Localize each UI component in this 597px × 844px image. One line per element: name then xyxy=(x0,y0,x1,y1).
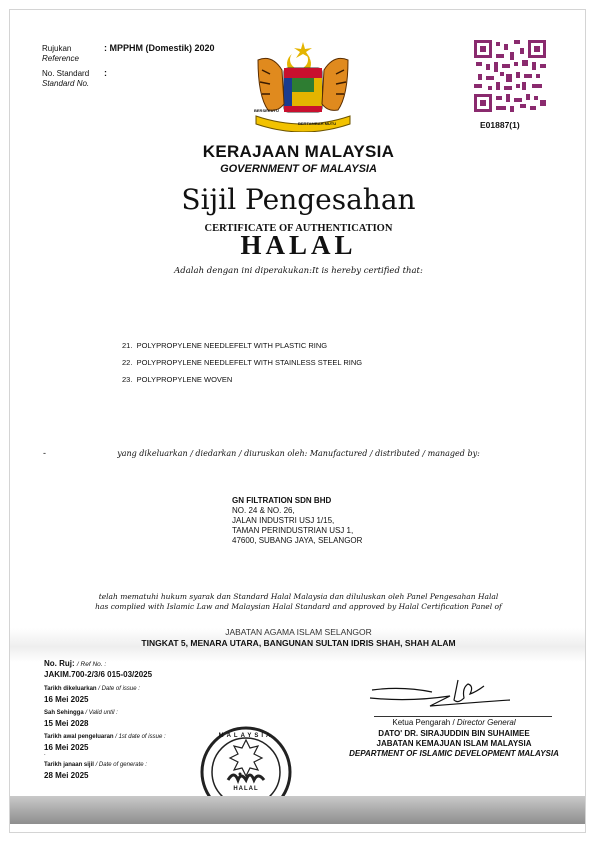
valid-value: 15 Mei 2028 xyxy=(44,718,89,728)
signatory-dept-en: DEPARTMENT OF ISLAMIC DEVELOPMENT MALAYSIA xyxy=(349,749,559,758)
certified-ms: Adalah dengan ini diperakukan: xyxy=(174,266,312,276)
manufacturer-address-line: NO. 24 & NO. 26, xyxy=(232,506,295,515)
certificate-title-en: CERTIFICATE OF AUTHENTICATION xyxy=(204,223,393,234)
footer-band xyxy=(10,796,585,824)
reference-value: MPPHM (Domestik) 2020 xyxy=(109,43,215,53)
valid-label: Sah Sehingga xyxy=(44,710,84,716)
product-list xyxy=(122,337,362,388)
signatory-title xyxy=(334,718,574,727)
reference-label-en: Reference xyxy=(42,54,79,63)
signatory-name: DATO' DR. SIRAJUDDIN BIN SUHAIMEE xyxy=(378,729,530,738)
manufacturer-intro-ms: yang dikeluarkan / diedarkan / diuruskan oleh: xyxy=(117,449,308,458)
issue-label-en: / Date of issue : xyxy=(98,686,140,692)
first-issue-label: Tarikh awal pengeluaran xyxy=(44,734,114,740)
ref-label-en: / Ref No. : xyxy=(76,661,107,668)
first-issue-label-en: / 1st date of issue : xyxy=(115,734,166,740)
reference-sep: : xyxy=(104,43,107,53)
first-issue-value: 16 Mei 2025 xyxy=(44,742,89,752)
compliance-text xyxy=(0,592,597,612)
issue-value: 16 Mei 2025 xyxy=(44,694,89,704)
manufacturer-block xyxy=(232,496,362,546)
generate-label-en: / Date of generate : xyxy=(95,762,147,768)
standard-label-en: Standard No. xyxy=(42,79,90,88)
signatory-block xyxy=(324,729,584,759)
standard-sep: : xyxy=(104,68,107,78)
compliance-en: has complied with Islamic Law and Malaysian Halal Standard and approved by Halal Certification Panel of xyxy=(95,602,502,611)
standard-label-block xyxy=(42,69,89,89)
government-title-ms: KERAJAAN MALAYSIA xyxy=(202,142,395,161)
certified-line xyxy=(0,266,597,276)
serial-number: E01887(1) xyxy=(480,120,520,130)
signatory-title-ms: Ketua Pengarah / xyxy=(392,718,455,727)
certificate-title-ms: Sijil Pengesahan xyxy=(181,183,416,216)
halal-title: HALAL xyxy=(240,230,357,260)
government-title-en: GOVERNMENT OF MALAYSIA xyxy=(220,163,377,175)
generate-label: Tarikh janaan sijil xyxy=(44,762,94,768)
manufacturer-address-line: JALAN INDUSTRI USJ 1/15, xyxy=(232,516,335,525)
manufacturer-dash: - xyxy=(43,448,46,458)
reference-label: Rujukan xyxy=(42,44,72,53)
manufacturer-name: GN FILTRATION SDN BHD xyxy=(232,496,332,505)
manufacturer-intro xyxy=(0,449,597,458)
issue-label: Tarikh dikeluarkan xyxy=(44,686,97,692)
valid-label-en: / Valid until : xyxy=(85,710,118,716)
reference-value-row xyxy=(104,43,215,53)
authority-name: JABATAN AGAMA ISLAM SELANGOR xyxy=(225,627,372,637)
compliance-ms: telah mematuhi hukum syarak dan Standard Halal Malaysia dan diluluskan oleh Panel Pengesahan Halal xyxy=(98,592,499,601)
manufacturer-address-line: TAMAN PERINDUSTRIAN USJ 1, xyxy=(232,526,354,535)
signatory-title-en: Director General xyxy=(456,718,516,727)
motto-left: BERSEKUTU xyxy=(254,108,279,113)
list-item: 21. POLYPROPYLENE NEEDLEFELT WITH PLASTIC RING xyxy=(122,341,328,350)
signature-line xyxy=(374,716,552,717)
list-item: 23. POLYPROPYLENE WOVEN xyxy=(122,375,233,384)
signature-icon xyxy=(368,676,518,716)
manufacturer-address-line: 47600, SUBANG JAYA, SELANGOR xyxy=(232,536,363,545)
list-item: 22. POLYPROPYLENE NEEDLEFELT WITH STAINLESS STEEL RING xyxy=(122,358,363,367)
halal-logo-center-text: HALAL xyxy=(233,786,259,792)
signatory-dept: JABATAN KEMAJUAN ISLAM MALAYSIA xyxy=(376,739,532,748)
ref-label: No. Ruj: xyxy=(44,659,75,668)
first-issue-dot: . xyxy=(44,751,46,757)
certified-en: It is hereby certified that: xyxy=(311,266,423,276)
halal-logo-ring-text: MALAYSIA xyxy=(218,733,274,739)
qr-code-icon xyxy=(474,40,546,112)
standard-label: No. Standard xyxy=(42,69,90,78)
authority-address: TINGKAT 5, MENARA UTARA, BANGUNAN SULTAN IDRIS SHAH, SHAH ALAM xyxy=(141,638,456,648)
reference-label-block xyxy=(42,44,79,64)
coat-of-arms-icon xyxy=(248,40,358,132)
motto-right: BERTAMBAH MUTU xyxy=(298,121,337,126)
ref-value: JAKIM.700-2/3/6 015-03/2025 xyxy=(44,669,153,679)
generate-value: 28 Mei 2025 xyxy=(44,770,89,780)
manufacturer-intro-en: Manufactured / distributed / managed by: xyxy=(309,449,480,458)
